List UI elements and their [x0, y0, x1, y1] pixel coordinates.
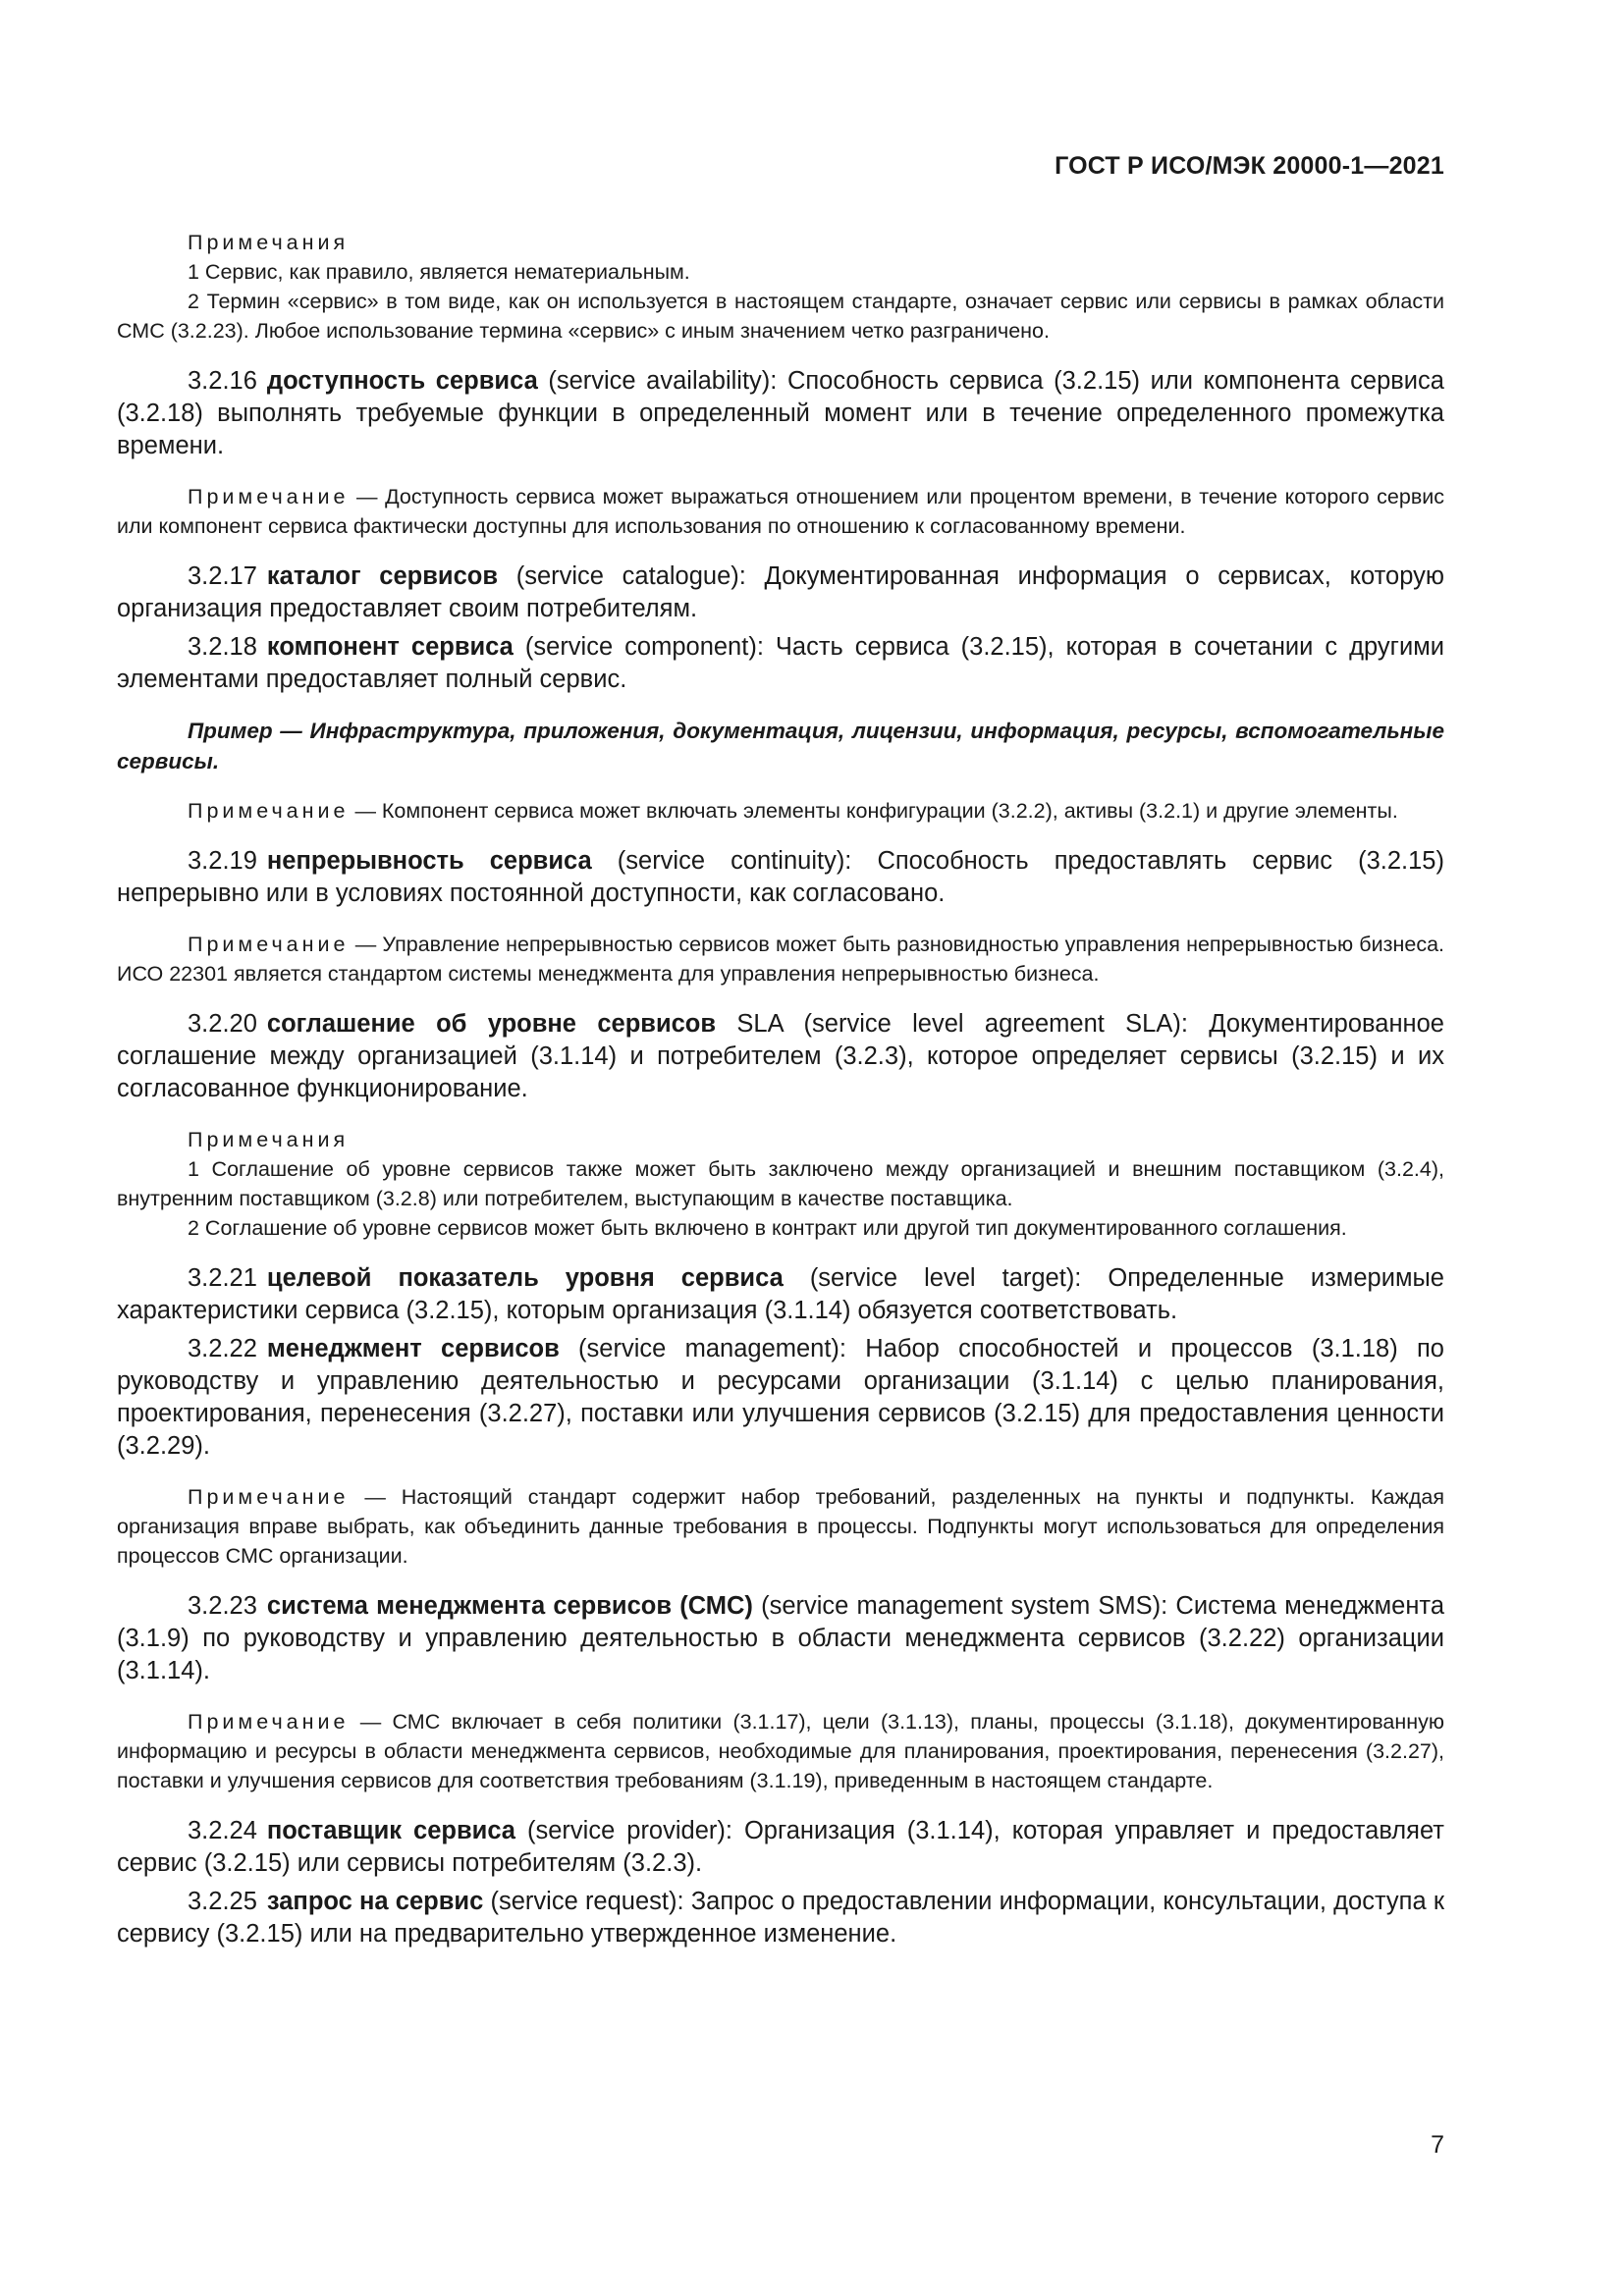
term-3-2-17 [117, 561, 1444, 625]
page-content [117, 228, 1444, 1950]
note-label: Примечание [188, 933, 350, 956]
note-3-2-22 [117, 1482, 1444, 1571]
note-label: Примечание [188, 799, 350, 823]
term-definition: (service continuity): Способность предоставлять сервис (3.2.15) непрерывно или в условиях постоянной доступности, как согласовано. [117, 847, 1444, 907]
note-item: 1 Сервис, как правило, является нематериальным. [188, 260, 690, 284]
note-text: — Доступность сервиса может выражаться отношением или процентом времени, в течение которого сервис или компонент сервиса фактически доступны для использования по отношению к согласованному времени. [117, 485, 1444, 538]
term-3-2-23 [117, 1590, 1444, 1687]
term-definition: (service catalogue): Документированная информация о сервисах, которую организация предоставляет своим потребителям. [117, 562, 1444, 622]
term-title: менеджмент сервисов [266, 1335, 560, 1362]
term-3-2-24 [117, 1815, 1444, 1880]
term-definition: (service request): Запрос о предоставлении информации, консультации, доступа к сервису (3.2.15) или на предварительно утвержденное изменение. [117, 1888, 1445, 1948]
note-item: 2 Термин «сервис» в том виде, как он используется в настоящем стандарте, означает сервис или сервисы в рамках области СМС (3.2.23). Любое использование термина «сервис» с иным значением четко разграничено. [117, 290, 1444, 343]
term-number: 3.2.24 [188, 1817, 257, 1844]
note-3-2-20 [117, 1125, 1444, 1243]
example-3-2-18: Пример — Инфраструктура, приложения, документация, лицензии, информация, ресурсы, вспомогательные сервисы. [117, 719, 1444, 774]
term-definition: (service component): Часть сервиса (3.2.15), которая в сочетании с другими элементами предоставляет полный сервис. [117, 633, 1445, 693]
note-text: — Настоящий стандарт содержит набор требований, разделенных на пункты и подпункты. Каждая организация вправе выбрать, как объединить данные требования в процессы. Подпункты могут использоваться для определения процессов СМС организации. [117, 1485, 1444, 1568]
term-number: 3.2.20 [188, 1010, 257, 1038]
note-item: 1 Соглашение об уровне сервисов также может быть заключено между организацией и внешним поставщиком (3.2.4), внутренним поставщиком (3.2.8) или потребителем, выступающим в качестве поставщика. [117, 1157, 1444, 1210]
note-3-2-18 [117, 796, 1444, 826]
term-number: 3.2.23 [188, 1592, 257, 1620]
term-title: поставщик сервиса [266, 1817, 515, 1844]
term-definition: (service level target): Определенные измеримые характеристики сервиса (3.2.15), которым организация (3.1.14) обязуется соответствовать. [117, 1264, 1444, 1324]
note-3-2-16 [117, 482, 1444, 541]
term-number: 3.2.17 [188, 562, 257, 590]
term-3-2-20 [117, 1008, 1444, 1105]
note-block-top [117, 228, 1444, 346]
note-text: — Управление непрерывностью сервисов может быть разновидностью управления непрерывностью бизнеса. ИСО 22301 является стандартом системы менеджмента для управления непрерывностью бизнеса. [117, 933, 1444, 986]
term-title: система менеджмента сервисов (СМС) [266, 1592, 753, 1620]
term-3-2-19 [117, 845, 1444, 910]
note-3-2-19 [117, 930, 1444, 988]
standard-header: ГОСТ Р ИСО/МЭК 20000-1—2021 [1055, 152, 1444, 180]
term-number: 3.2.19 [188, 847, 257, 875]
term-number: 3.2.22 [188, 1335, 257, 1362]
term-3-2-22 [117, 1333, 1444, 1463]
note-label: Примечания [188, 231, 350, 254]
term-title: непрерывность сервиса [266, 847, 592, 875]
term-3-2-16 [117, 365, 1444, 462]
term-3-2-21 [117, 1262, 1444, 1327]
term-title: запрос на сервис [266, 1888, 484, 1915]
term-3-2-25 [117, 1886, 1444, 1950]
note-label: Примечание [188, 1485, 350, 1509]
note-3-2-23 [117, 1707, 1444, 1795]
note-label: Примечания [188, 1128, 350, 1151]
note-label: Примечание [188, 1710, 350, 1734]
term-number: 3.2.25 [188, 1888, 257, 1915]
term-definition: SLA (service level agreement SLA): Документированное соглашение между организацией (3.1.14) и потребителем (3.2.3), которое определяет сервисы (3.2.15) и их согласованное функционирование. [117, 1010, 1444, 1102]
term-title: соглашение об уровне сервисов [266, 1010, 717, 1038]
page-number: 7 [1431, 2131, 1444, 2159]
note-text: — СМС включает в себя политики (3.1.17), цели (3.1.13), планы, процессы (3.1.18), документированную информацию и ресурсы в области менеджмента сервисов, необходимые для планирования, проектирования, перенесения (3.2.27), поставки и улучшения сервисов для соответствия требованиям (3.1.19), приведенным в настоящем стандарте. [117, 1710, 1444, 1792]
note-item: 2 Соглашение об уровне сервисов может быть включено в контракт или другой тип документированного соглашения. [188, 1216, 1347, 1240]
term-number: 3.2.18 [188, 633, 257, 661]
term-3-2-18 [117, 631, 1444, 696]
term-title: доступность сервиса [266, 367, 538, 395]
term-definition: (service provider): Организация (3.1.14), которая управляет и предоставляет сервис (3.2.15) или сервисы потребителям (3.2.3). [117, 1817, 1444, 1877]
term-definition: (service management): Набор способностей и процессов (3.1.18) по руководству и управлению деятельностью и ресурсами организации (3.1.14) с целью планирования, проектирования, перенесения (3.2.27), поставки или улучшения сервисов (3.2.15) для предоставления ценности (3.2.29). [117, 1335, 1444, 1460]
note-text: — Компонент сервиса может включать элементы конфигурации (3.2.2), активы (3.2.1) и другие элементы. [354, 799, 1398, 823]
term-title: каталог сервисов [266, 562, 499, 590]
term-title: компонент сервиса [266, 633, 514, 661]
note-label: Примечание [188, 485, 350, 508]
term-number: 3.2.16 [188, 367, 257, 395]
term-title: целевой показатель уровня сервиса [266, 1264, 784, 1292]
term-definition: (service availability): Способность сервиса (3.2.15) или компонента сервиса (3.2.18) выполнять требуемые функции в определенный момент или в течение определенного промежутка времени. [117, 367, 1444, 459]
term-number: 3.2.21 [188, 1264, 257, 1292]
term-definition: (service management system SMS): Система менеджмента (3.1.9) по руководству и управлению деятельностью в области менеджмента сервисов (3.2.22) организации (3.1.14). [117, 1592, 1445, 1684]
